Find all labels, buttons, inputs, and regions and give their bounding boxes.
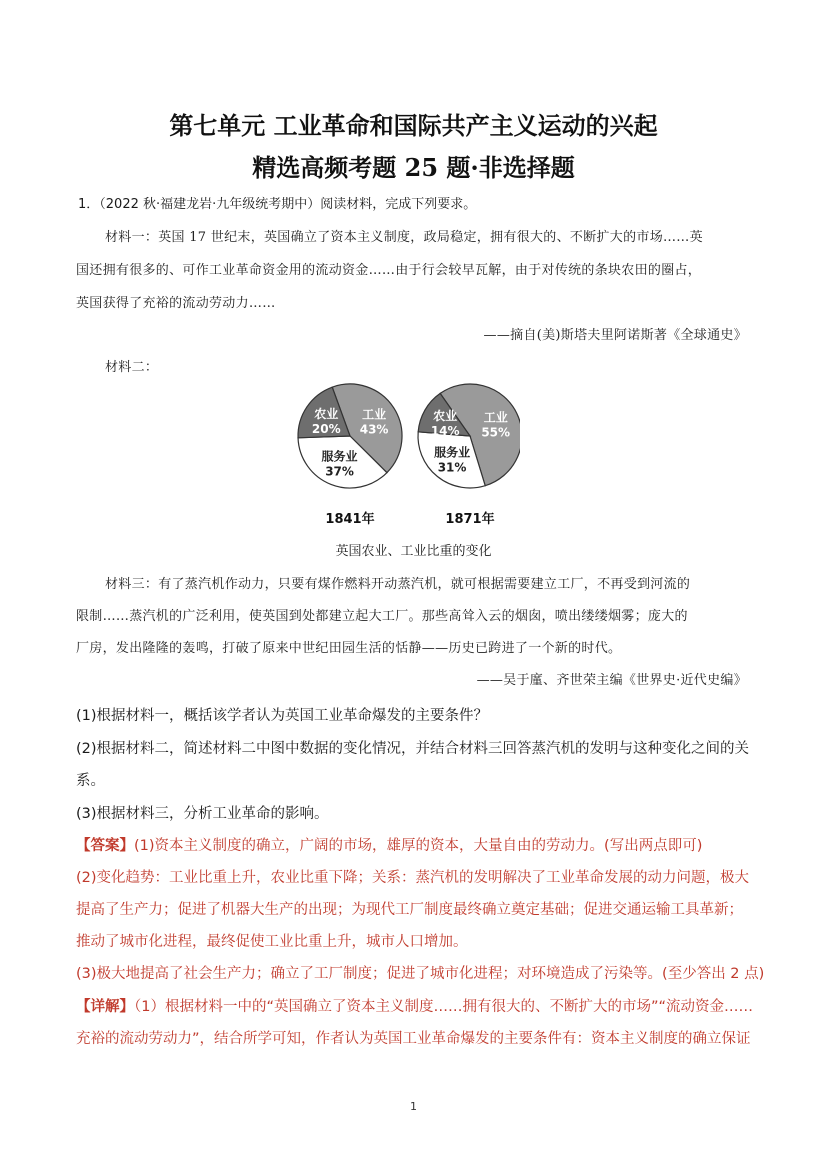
pie-chart-figure [270,378,520,530]
page-title: 第七单元 工业革命和国际共产主义运动的兴起 [169,111,658,140]
detail-line-1 [76,995,753,1016]
answer-text: (1)资本主义制度的确立，广阔的市场，雄厚的资本，大量自由的劳动力。(写出两点即可) [134,838,703,854]
detail-line-2: 充裕的流动劳动力”，结合所学可知，作者认为英国工业革命爆发的主要条件有：资本主义制度的确立保证 [76,1031,751,1047]
chart-caption: 英国农业、工业比重的变化 [335,544,492,559]
material2-label: 材料二： [105,360,159,375]
slice-value-label: 37% [325,464,354,479]
material1-line: 英国获得了充裕的流动劳动力…… [76,296,276,311]
answer-line-3: 提高了生产力；促进了机器大生产的出现；为现代工厂制度最终确立奠定基础；促进交通运输工具革新； [76,902,743,918]
question-header: 1．（2022 秋·福建龙岩·九年级统考期中）阅读材料，完成下列要求。 [78,197,477,212]
material3-line: 限制……蒸汽机的广泛利用，使英国到处都建立起大工厂。那些高耸入云的烟囱，喷出缕缕烟雾；庞大的 [76,609,688,624]
slice-value-label: 14% [430,423,460,438]
answer-line-1 [76,834,702,855]
pie-chart-1871 [418,384,520,488]
answer-line-2: (2)变化趋势：工业比重上升，农业比重下降；关系：蒸汽机的发明解决了工业革命发展的动力问题，极大 [76,870,750,886]
material1-line: 材料一：英国 17 世纪末，英国确立了资本主义制度，政局稳定，拥有很大的、不断扩大的市场……英 [105,230,703,245]
year-label-1841: 1841年 [325,512,375,527]
sub-question-1: (1)根据材料一，概括该学者认为英国工业革命爆发的主要条件？ [76,708,489,724]
sub-question-2: (2)根据材料二，简述材料二中图中数据的变化情况，并结合材料三回答蒸汽机的发明与这种变化之间的关 [76,741,750,757]
page-number: 1 [410,1100,417,1113]
slice-name-label: 工业 [362,407,387,422]
pie-chart-1841 [298,384,402,488]
slice-name-label: 服务业 [434,445,471,460]
answer-line-5: (3)极大地提高了社会生产力；确立了工厂制度；促进了城市化进程；对环境造成了污染等。(至少答出 2 点) [76,966,765,982]
material1-line: 国还拥有很多的、可作工业革命资金用的流动资金……由于行会较早瓦解，由于对传统的条块农田的圈占， [76,263,702,278]
slice-value-label: 20% [311,422,341,437]
page-subtitle: 精选高频考题 25 题·非选择题 [252,153,575,182]
answer-label: 【答案】 [76,838,134,854]
detail-text: （1）根据材料一中的“英国确立了资本主义制度……拥有很大的、不断扩大的市场”“流动资金…… [134,999,754,1015]
material1-source: ——摘自(美)斯塔夫里阿诺斯著《全球通史》 [483,328,747,343]
sub-question-2-cont: 系。 [76,773,105,789]
slice-name-label: 工业 [483,410,508,425]
material3-line: 材料三：有了蒸汽机作动力，只要有煤作燃料开动蒸汽机，就可根据需要建立工厂，不再受到河流的 [105,577,691,592]
detail-label: 【详解】 [76,999,134,1015]
slice-name-label: 农业 [433,408,458,423]
slice-value-label: 31% [437,460,467,475]
slice-value-label: 55% [481,425,511,440]
answer-line-4: 推动了城市化进程，最终促使工业比重上升，城市人口增加。 [76,934,468,950]
slice-name-label: 服务业 [321,449,358,464]
year-label-1871: 1871年 [445,512,495,527]
slice-value-label: 43% [359,422,389,437]
sub-question-3: (3)根据材料三，分析工业革命的影响。 [76,806,329,822]
material3-source: ——吴于廑、齐世荣主编《世界史·近代史编》 [476,673,747,688]
slice-name-label: 农业 [314,407,339,422]
material3-line: 厂房，发出隆隆的轰鸣，打破了原来中世纪田园生活的恬静——历史已跨进了一个新的时代。 [76,641,622,656]
